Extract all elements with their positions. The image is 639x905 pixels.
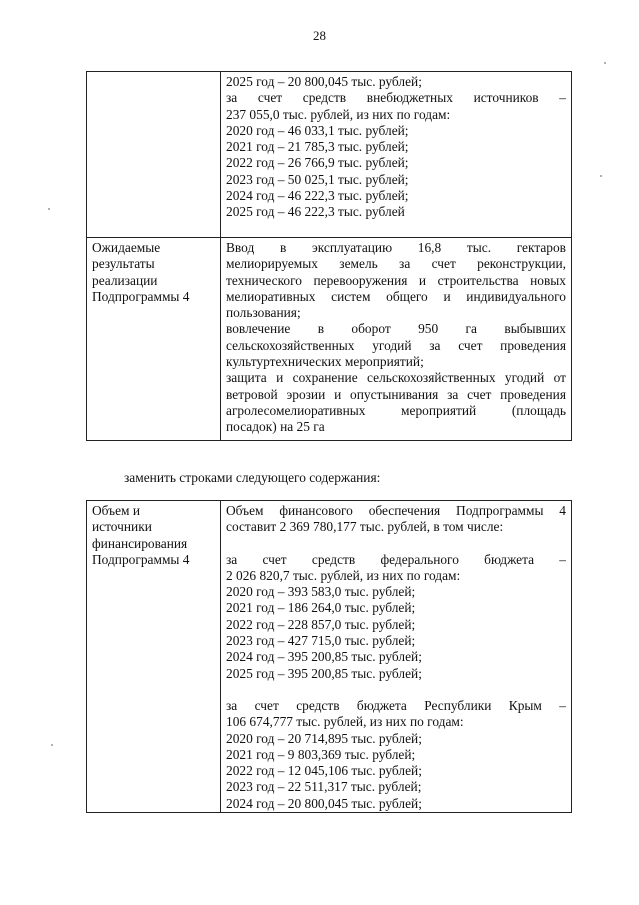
text-line: Ввод в эксплуатацию 16,8 тыс. гектаров [226, 240, 566, 255]
text-line: пользования; [226, 305, 301, 321]
label-line: реализации [92, 272, 158, 288]
label-line: финансирования [92, 535, 188, 551]
text-line: ветровой эрозии и опустынивания за счет проведения [226, 386, 566, 402]
funding-label [87, 501, 221, 813]
text-line: 106 674,777 тыс. рублей, из них по годам: [226, 714, 464, 730]
text-line: за счет средств федерального бюджета – [226, 551, 566, 567]
text-line: 2021 год – 9 803,369 тыс. рублей; [226, 746, 416, 762]
label-line: Ожидаемые [92, 240, 161, 255]
text-line: 237 055,0 тыс. рублей, из них по годам: [226, 106, 451, 122]
expected-results-label [87, 238, 221, 441]
spacer [226, 682, 566, 698]
table-row [87, 238, 572, 441]
text-line: 2023 год – 50 025,1 тыс. рублей; [226, 171, 409, 187]
text-line: 2021 год – 186 264,0 тыс. рублей; [226, 600, 416, 616]
label-line: Объем и [92, 503, 141, 518]
text-line: 2024 год – 20 800,045 тыс. рублей; [226, 795, 422, 811]
label-line: источники [92, 519, 152, 535]
label-line: результаты [92, 256, 155, 272]
label-line: Подпрограммы 4 [92, 551, 190, 567]
text-line: агролесомелиоративных мероприятий (площадь [226, 402, 566, 418]
text-line: 2023 год – 427 715,0 тыс. рублей; [226, 633, 416, 649]
funding-details-cell [221, 501, 572, 813]
text-line: 2020 год – 46 033,1 тыс. рублей; [226, 122, 409, 138]
top-table [86, 71, 572, 441]
funding-continuation-cell [221, 72, 572, 238]
replace-instruction: заменить строками следующего содержания: [124, 470, 381, 485]
text-line: вовлечение в оборот 950 га выбывших [226, 321, 566, 337]
label-line: Подпрограммы 4 [92, 288, 190, 304]
text-line: за счет средств бюджета Республики Крым – [226, 697, 566, 713]
text-line: 2023 год – 22 511,317 тыс. рублей; [226, 779, 422, 795]
expected-results-cell [221, 238, 572, 441]
text-line: сельскохозяйственных угодий за счет проведения [226, 337, 566, 353]
text-line: 2022 год – 12 045,106 тыс. рублей; [226, 763, 422, 779]
text-line: за счет средств внебюджетных источников – [226, 90, 566, 106]
scan-speck [51, 744, 53, 746]
text-line: 2020 год – 20 714,895 тыс. рублей; [226, 730, 422, 746]
spacer [226, 536, 566, 552]
text-line: 2025 год – 46 222,3 тыс. рублей [226, 204, 405, 220]
text-line: культуртехнических мероприятий; [226, 354, 424, 370]
table-row [87, 501, 572, 813]
scan-speck [48, 208, 50, 210]
text-line: защита и сохранение сельскохозяйственных угодий от [226, 370, 566, 386]
text-line: 2024 год – 46 222,3 тыс. рублей; [226, 188, 409, 204]
scan-speck [600, 175, 602, 177]
empty-label-cell [87, 72, 221, 238]
page-number: 28 [313, 28, 326, 43]
text-line: составит 2 369 780,177 тыс. рублей, в том числе: [226, 519, 504, 535]
text-line: мелиоративных систем общего и индивидуального [226, 288, 566, 304]
text-line: технического перевооружения и строительства новых [226, 272, 566, 288]
text-line: 2021 год – 21 785,3 тыс. рублей; [226, 139, 409, 155]
text-line: 2025 год – 395 200,85 тыс. рублей; [226, 665, 422, 681]
text-line: 2 026 820,7 тыс. рублей, из них по годам: [226, 567, 461, 583]
table-row [87, 72, 572, 238]
text-line: 2024 год – 395 200,85 тыс. рублей; [226, 649, 422, 665]
text-line: мелиорируемых земель за счет реконструкции, [226, 256, 566, 272]
text-line: 2020 год – 393 583,0 тыс. рублей; [226, 584, 416, 600]
scan-speck [604, 62, 606, 64]
text-line: посадок) на 25 га [226, 419, 325, 435]
text-line: 2022 год – 228 857,0 тыс. рублей; [226, 616, 416, 632]
text-line: Объем финансового обеспечения Подпрограммы 4 [226, 503, 566, 518]
text-line: 2022 год – 26 766,9 тыс. рублей; [226, 155, 409, 171]
bottom-table [86, 500, 572, 813]
text-line: 2025 год – 20 800,045 тыс. рублей; [226, 74, 422, 89]
